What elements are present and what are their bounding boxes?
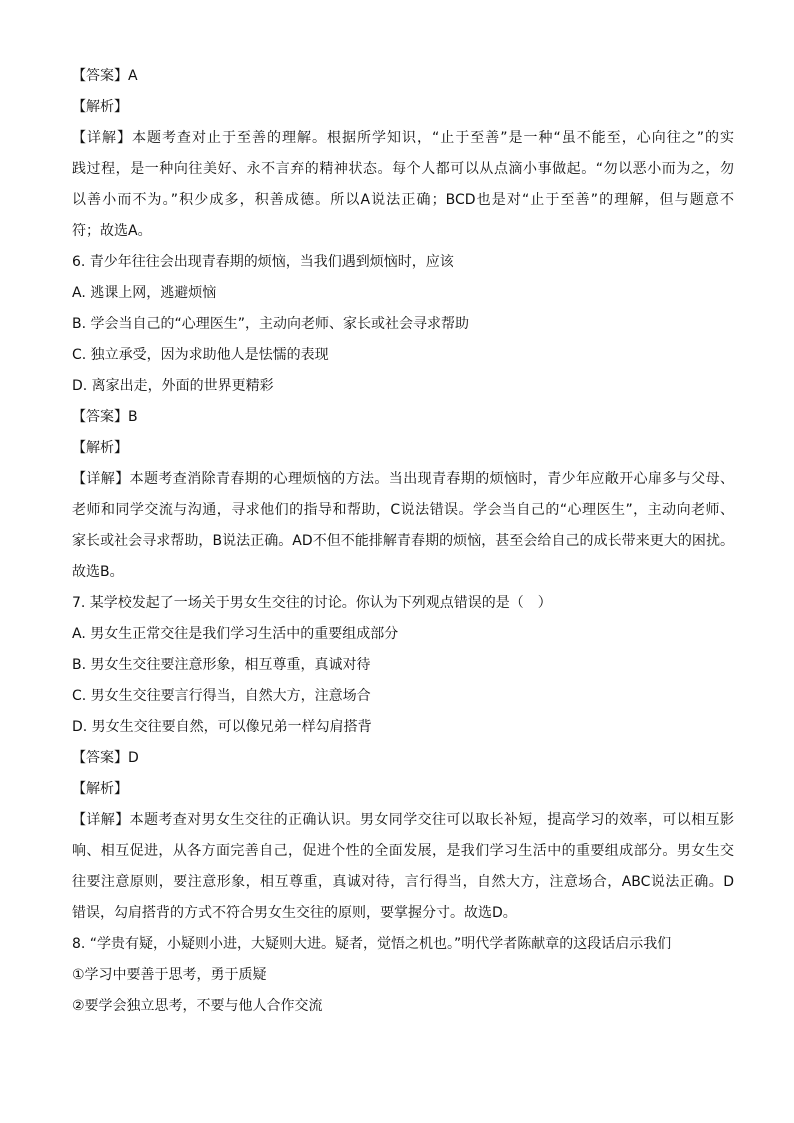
q6-detail-line-1: 【详解】本题考查消除青春期的心理烦恼的方法。当出现青春期的烦恼时，青少年应敞开心扉多与父母、 bbox=[72, 471, 734, 487]
q5-answer: 【答案】A bbox=[72, 68, 138, 84]
q7-analysis-label: 【解析】 bbox=[72, 781, 128, 797]
q5-detail-line-4: 符；故选A。 bbox=[72, 223, 152, 239]
q8-item-1: ①学习中要善于思考，勇于质疑 bbox=[72, 967, 267, 983]
q7-detail-line-2: 响、相互促进，从各方面完善自己，促进个性的全面发展，是我们学习生活中的重要组成部分。男女生交 bbox=[72, 843, 734, 859]
q7-detail-line-1: 【详解】本题考查对男女生交往的正确认识。男女同学交往可以取长补短，提高学习的效率，可以相互影 bbox=[72, 812, 734, 828]
q6-analysis-label: 【解析】 bbox=[72, 440, 128, 456]
q5-detail-line-1: 【详解】本题考查对止于至善的理解。根据所学知识，“止于至善”是一种“虽不能至，心向往之”的实 bbox=[72, 130, 734, 146]
q8-stem: 8. “学贵有疑，小疑则小进，大疑则大进。疑者，觉悟之机也。”明代学者陈献章的这段话启示我们 bbox=[72, 936, 672, 952]
q7-detail-line-4: 错误，勾肩搭背的方式不符合男女生交往的原则，要掌握分寸。故选D。 bbox=[72, 905, 517, 921]
q7-option-c: C. 男女生交往要言行得当，自然大方，注意场合 bbox=[72, 688, 371, 704]
q5-analysis-label: 【解析】 bbox=[72, 99, 128, 115]
q8-item-2: ②要学会独立思考，不要与他人合作交流 bbox=[72, 998, 323, 1014]
q7-option-a: A. 男女生正常交往是我们学习生活中的重要组成部分 bbox=[72, 626, 399, 642]
q6-option-c: C. 独立承受，因为求助他人是怯懦的表现 bbox=[72, 347, 329, 363]
q6-detail-line-4: 故选B。 bbox=[72, 564, 124, 580]
q6-option-d: D. 离家出走，外面的世界更精彩 bbox=[72, 378, 274, 394]
q7-detail-line-3: 往要注意原则，要注意形象，相互尊重，真诚对待，言行得当，自然大方，注意场合，ABC说法正确。D bbox=[72, 874, 734, 890]
question-6 bbox=[72, 247, 734, 588]
q6-stem: 6. 青少年往往会出现青春期的烦恼，当我们遇到烦恼时，应该 bbox=[72, 254, 454, 270]
q7-option-b: B. 男女生交往要注意形象，相互尊重，真诚对待 bbox=[72, 657, 371, 673]
q5-detail-line-2: 践过程，是一种向往美好、永不言弃的精神状态。每个人都可以从点滴小事做起。“勿以恶小而为之，勿 bbox=[72, 161, 734, 177]
q5-answer-section bbox=[72, 61, 734, 247]
q5-detail-line-3: 以善小而不为。”积少成多，积善成德。所以A说法正确；BCD也是对“止于至善”的理解，但与题意不 bbox=[72, 192, 734, 208]
q6-option-a: A. 逃课上网，逃避烦恼 bbox=[72, 285, 217, 301]
question-8 bbox=[72, 929, 734, 1022]
question-7 bbox=[72, 588, 734, 929]
q6-answer: 【答案】B bbox=[72, 409, 138, 425]
q7-option-d: D. 男女生交往要自然，可以像兄弟一样勾肩搭背 bbox=[72, 719, 372, 735]
q6-detail-line-2: 老师和同学交流与沟通，寻求他们的指导和帮助，C说法错误。学会当自己的“心理医生”，主动向老师、 bbox=[72, 502, 734, 518]
q7-stem: 7. 某学校发起了一场关于男女生交往的讨论。你认为下列观点错误的是（ ） bbox=[72, 595, 552, 611]
q7-answer: 【答案】D bbox=[72, 750, 139, 766]
q6-detail-line-3: 家长或社会寻求帮助，B说法正确。AD不但不能排解青春期的烦恼，甚至会给自己的成长带来更大的困扰。 bbox=[72, 533, 734, 549]
q6-option-b: B. 学会当自己的“心理医生”，主动向老师、家长或社会寻求帮助 bbox=[72, 316, 470, 332]
